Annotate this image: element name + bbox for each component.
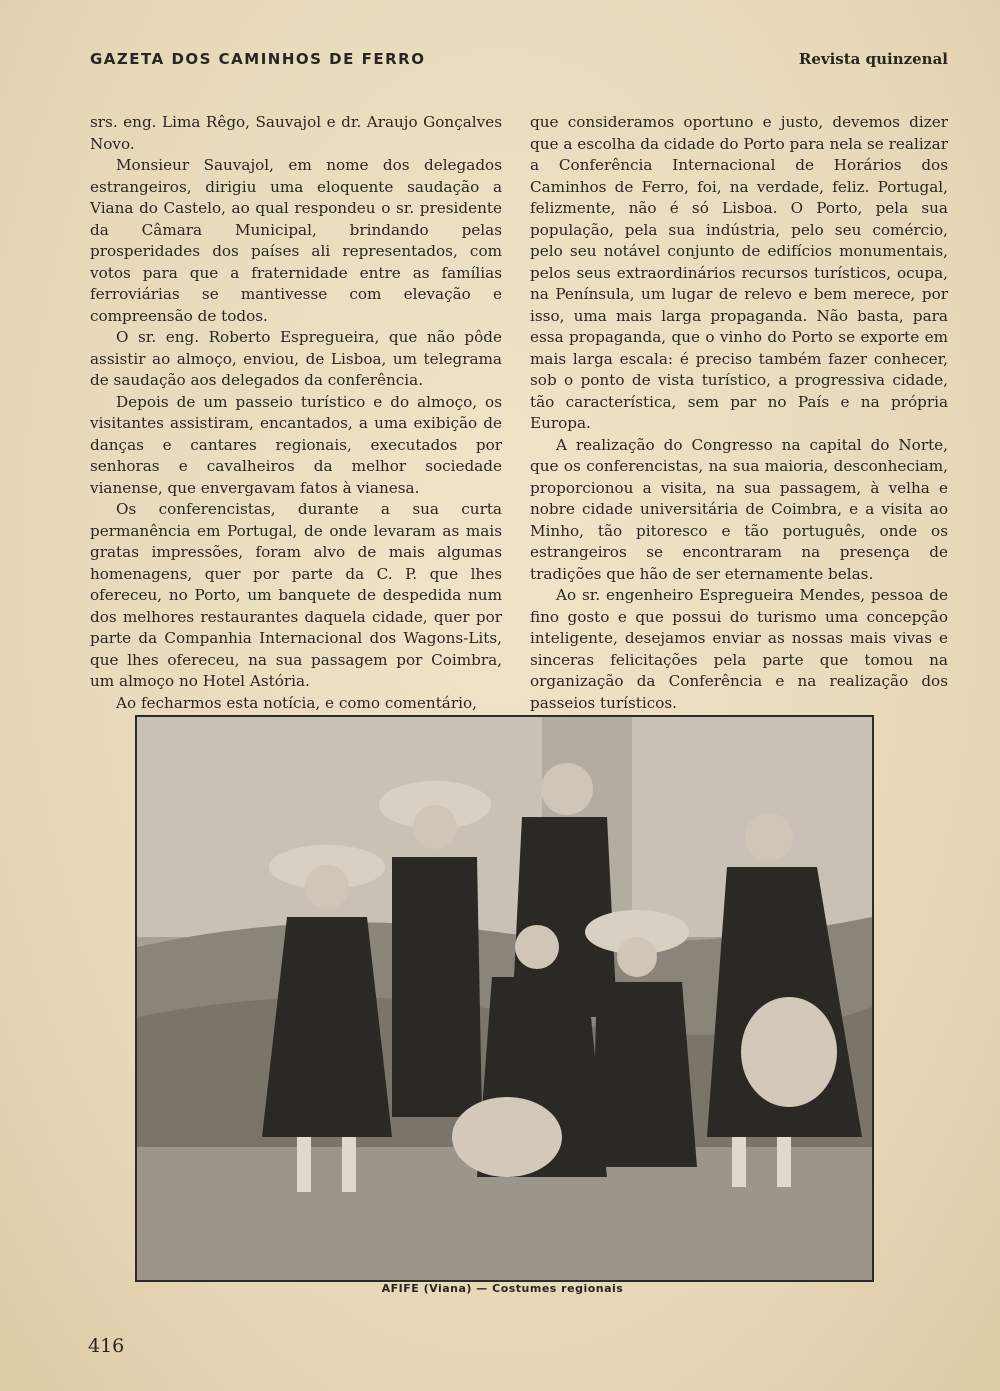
- paragraph: Os conferencistas, durante a sua curta permanência em Portugal, de onde levaram as mais gratas impressões, foram alvo de mais algumas homenagens, quer por parte da C. P. que lhes ofereceu, no Porto, um banquete de despedida num dos melhores restaurantes daquela cidade, quer por parte da Companhia Internacional dos Wagons-Lits, que lhes ofereceu, na sua passagem por Coimbra, um almoço no Hotel Astória.: [90, 500, 502, 690]
- paragraph: A realização do Congresso na capital do Norte, que os conferencistas, na sua maioria, desconheciam, proporcionou a visita, na sua passagem, à velha e nobre cidade universitária de Coimbra, e a visita ao Minho, tão pitoresco e tão português, onde os estrangeiros se encontraram na presença de tradições que hão de ser eternamente belas.: [530, 435, 948, 583]
- left-column: [90, 112, 502, 714]
- journal-subtitle: Revista quinzenal: [798, 50, 948, 68]
- paragraph: Ao fecharmos esta notícia, e como comentário,: [116, 693, 477, 712]
- paragraph: Ao sr. engenheiro Espregueira Mendes, pessoa de fino gosto e que possui do turismo uma concepção inteligente, desejamos enviar as nossas mais vivas e sinceras felicitações pela parte que tomou na organização da Conferência e na realização dos passeios turísticos.: [530, 586, 948, 712]
- photo-caption: AFIFE (Viana) — Costumes regionais: [381, 1282, 624, 1295]
- photo-illustration: [137, 717, 872, 1280]
- paragraph: que consideramos oportuno e justo, devemos dizer que a escolha da cidade do Porto para nela se realizar a Conferência Internacional de Horários dos Caminhos de Ferro, foi, na verdade, feliz. Portugal, felizmente, não é só Lisboa. O Porto, pela sua população, pela sua indústria, pelo seu comércio, pelo seu notável conjunto de edifícios monumentais, pelos seus extraordinários recursos turísticos, ocupa, na Península, um lugar de relevo e bem merece, por isso, uma mais larga propaganda. Não basta, para essa propaganda, que o vinho do Porto se exporte em mais larga escala: é preciso também fazer conhecer, sob o ponto de vista turístico, a progressiva cidade, tão característica, sem par no País e na própria Europa.: [530, 113, 948, 432]
- journal-title: GAZETA DOS CAMINHOS DE FERRO: [90, 50, 426, 68]
- page-number: 416: [88, 1335, 125, 1357]
- photo-regional-costumes: [135, 715, 874, 1282]
- paragraph: srs. eng. Lima Rêgo, Sauvajol e dr. Araujo Gonçalves Novo.: [90, 113, 502, 153]
- running-header: [90, 50, 950, 74]
- right-column: [530, 112, 948, 714]
- paragraph: O sr. eng. Roberto Espregueira, que não pôde assistir ao almoço, enviou, de Lisboa, um telegrama de saudação aos delegados da conferência.: [90, 328, 502, 389]
- paragraph: Monsieur Sauvajol, em nome dos delegados estrangeiros, dirigiu uma eloquente saudação a Viana do Castelo, ao qual respondeu o sr. presidente da Câmara Municipal, brindando pelas prosperidades dos países ali representados, com votos para que a fraternidade entre as famílias ferroviárias se mantivesse com elevação e compreensão de todos.: [90, 156, 502, 325]
- paragraph: Depois de um passeio turístico e do almoço, os visitantes assistiram, encantados, a uma exibição de danças e cantares regionais, executados por senhoras e cavalheiros da melhor sociedade vianense, que envergavam fatos à vianesa.: [90, 392, 502, 497]
